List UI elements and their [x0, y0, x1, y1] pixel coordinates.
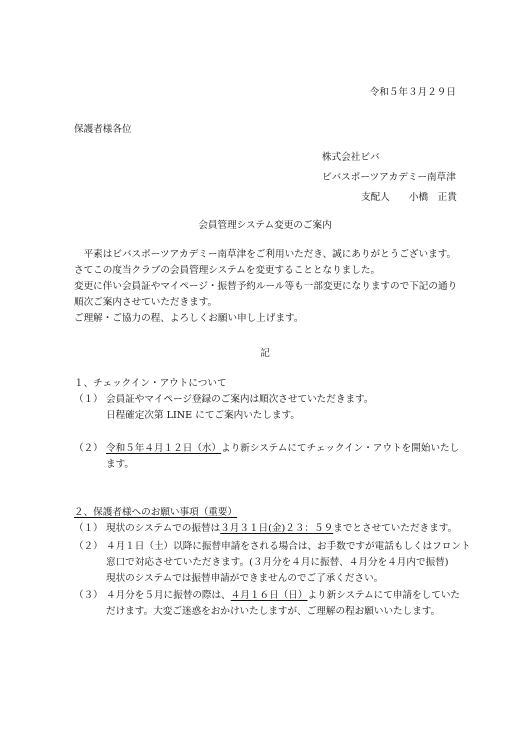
item-text [106, 591, 460, 601]
document-title: 会員管理システム変更のご案内 [198, 220, 332, 231]
section-heading: ２、保護者様へのお願い事項（重要） [74, 507, 238, 518]
intro-line: ご理解・ご協力の程、よろしくお願い申し上げます。 [74, 313, 304, 324]
item-text [106, 524, 457, 534]
item-text: 日程確定次第 LINE にてご案内いたします。 [106, 410, 300, 421]
intro-line: さてこの度当クラブの会員管理システムを変更することとなりました。 [74, 265, 381, 276]
ki-heading: 記 [260, 348, 270, 359]
item-text: ４月１日（土）以降に振替申請をされる場合は、お手数ですが電話もしくはフロント [106, 541, 471, 552]
document-date: 令和５年３月２９日 [369, 87, 456, 98]
intro-line: 順次ご案内させていただきます。 [74, 297, 218, 308]
underlined-deadline: ３月３１日(金)２３：５９ [220, 523, 334, 534]
sender-block [322, 153, 456, 203]
intro-line: 変更に伴い会員証やマイページ・振替予約ルール等も一部変更になりますので下記の通り [74, 281, 458, 292]
sender-company: 株式会社ビバ [322, 152, 380, 163]
item-text [106, 444, 459, 454]
item-text: ます。 [106, 459, 135, 470]
sender-manager: 支配人 小橋 正貴 [361, 192, 457, 203]
item-text: 窓口で対応させていただきます。(３月分を４月に振替、４月分を４月内で振替) [106, 557, 449, 568]
item-text-pre: ４月分を５月に振替の際は、 [106, 590, 231, 601]
intro-line: 平素はビバスポーツアカデミー南草津をご利用いただき、誠にありがとうございます。 [74, 249, 457, 260]
sender-academy: ビバスポーツアカデミー南草津 [322, 172, 456, 183]
item-text-rest: より新システムにてチェックイン・アウトを開始いたし [221, 443, 460, 454]
item-text: 現状のシステムでは振替申請ができませんのでご了承ください。 [106, 573, 384, 584]
section-heading: １、チェックイン・アウトについて [74, 378, 227, 389]
item-number: （３） [74, 590, 103, 601]
item-text-pre: 現状のシステムでの振替は [106, 523, 221, 534]
underlined-date: 令和５年４月１２日（水） [106, 443, 222, 454]
item-number: （１） [74, 523, 103, 534]
item-text: 会員証やマイページ登録のご案内は順次させていただきます。 [106, 394, 374, 405]
item-number: （１） [74, 394, 103, 405]
item-text-post: より新システムにて申請をしていた [307, 590, 461, 601]
item-number: （２） [74, 443, 103, 454]
item-text-post: までとさせていただきます。 [333, 523, 458, 534]
recipient-line: 保護者様各位 [74, 124, 132, 135]
item-text: だけます。大変ご迷惑をおかけいたしますが、ご理解の程お願いいたします。 [106, 606, 441, 617]
underlined-date: ４月１６日（日） [230, 590, 308, 601]
item-number: （２） [74, 541, 103, 552]
